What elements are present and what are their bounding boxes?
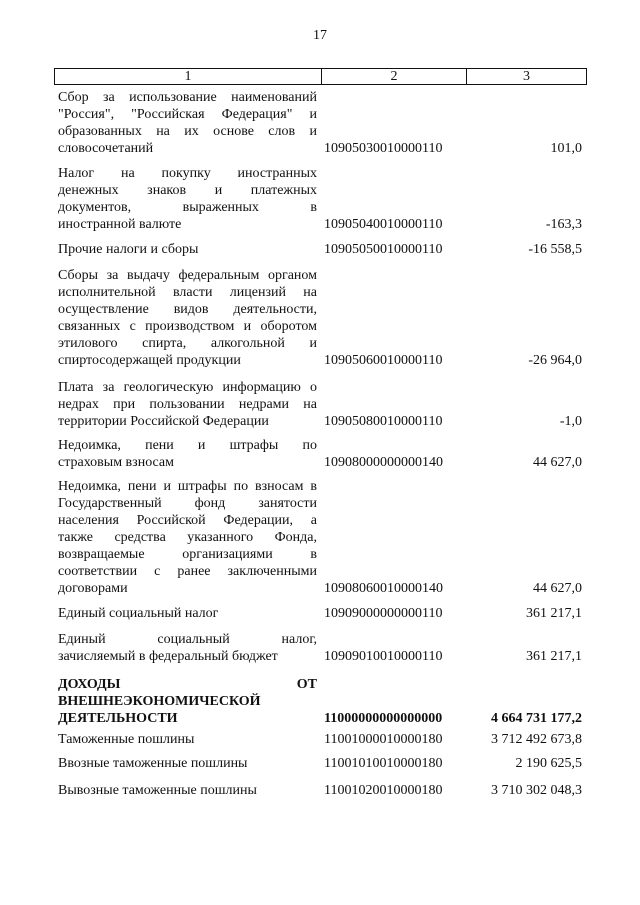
row-name-line: Таможенные пошлины bbox=[58, 732, 195, 747]
column-header-1: 1 bbox=[55, 69, 322, 84]
row-name-line: Налог на покупку иностранных bbox=[58, 166, 317, 181]
row-name bbox=[58, 437, 317, 471]
row-code: 11000000000000000 bbox=[324, 711, 443, 726]
row-code: 11001020010000180 bbox=[324, 783, 443, 798]
row-name-line: этилового спирта, алкогольной и bbox=[58, 336, 317, 351]
row-name-line: территории Российской Федерации bbox=[58, 414, 269, 429]
row-name-line: денежных знаков и платежных bbox=[58, 183, 317, 198]
row-name-line: возвращаемые организациями в bbox=[58, 547, 317, 562]
row-name bbox=[58, 478, 317, 597]
row-code: 10905050010000110 bbox=[324, 242, 443, 257]
row-amount: 4 664 731 177,2 bbox=[491, 711, 582, 726]
row-name-line: Сбор за использование наименований bbox=[58, 90, 317, 105]
row-name-line: Недоимка, пени и штрафы по bbox=[58, 438, 317, 453]
row-code: 10905030010000110 bbox=[324, 141, 443, 156]
row-name bbox=[58, 267, 317, 369]
row-name-line: Государственный фонд занятости bbox=[58, 496, 317, 511]
row-code: 11001010010000180 bbox=[324, 756, 443, 771]
row-name-line: ДОХОДЫ ОТ bbox=[58, 677, 317, 692]
page-number: 17 bbox=[313, 28, 327, 43]
row-name-line: ВНЕШНЕЭКОНОМИЧЕСКОЙ bbox=[58, 694, 261, 709]
row-name-line: иностранной валюте bbox=[58, 217, 182, 232]
row-code: 10905060010000110 bbox=[324, 353, 443, 368]
row-name-line: договорами bbox=[58, 581, 128, 596]
row-name-line: документов, выраженных в bbox=[58, 200, 317, 215]
row-code: 10905040010000110 bbox=[324, 217, 443, 232]
row-amount: 361 217,1 bbox=[526, 649, 582, 664]
row-name-line: связанных с производством и оборотом bbox=[58, 319, 317, 334]
row-code: 10909000000000110 bbox=[324, 606, 443, 621]
row-amount: 2 190 625,5 bbox=[515, 756, 582, 771]
row-amount: -163,3 bbox=[545, 217, 582, 232]
row-name bbox=[58, 165, 317, 233]
row-amount: -26 964,0 bbox=[528, 353, 582, 368]
row-name bbox=[58, 676, 317, 727]
row-name-line: соответствии с ранее заключенными bbox=[58, 564, 317, 579]
row-name-line: исполнительной власти лицензий на bbox=[58, 285, 317, 300]
row-code: 10905080010000110 bbox=[324, 414, 443, 429]
row-name-line: осуществление видов деятельности, bbox=[58, 302, 317, 317]
row-name-line: "Россия", "Российская Федерация" и bbox=[58, 107, 317, 122]
row-amount: 3 712 492 673,8 bbox=[491, 732, 582, 747]
row-name bbox=[58, 631, 317, 665]
row-amount: -16 558,5 bbox=[528, 242, 582, 257]
row-code: 10909010010000110 bbox=[324, 649, 443, 664]
row-name bbox=[58, 379, 317, 430]
row-code: 10908000000000140 bbox=[324, 455, 443, 470]
row-name bbox=[58, 605, 317, 622]
row-name-line: образованных на их основе слов и bbox=[58, 124, 317, 139]
row-name-line: Единый социальный налог, bbox=[58, 632, 317, 647]
row-name-line: недрах при пользовании недрами на bbox=[58, 397, 317, 412]
row-name-line: Ввозные таможенные пошлины bbox=[58, 756, 248, 771]
row-name bbox=[58, 755, 317, 772]
row-name-line: Плата за геологическую информацию о bbox=[58, 380, 317, 395]
row-amount: -1,0 bbox=[559, 414, 582, 429]
row-name bbox=[58, 782, 317, 799]
row-name-line: зачисляемый в федеральный бюджет bbox=[58, 649, 278, 664]
row-name-line: Единый социальный налог bbox=[58, 606, 219, 621]
row-amount: 44 627,0 bbox=[533, 455, 582, 470]
row-amount: 101,0 bbox=[550, 141, 582, 156]
row-name-line: словосочетаний bbox=[58, 141, 154, 156]
row-name-line: населения Российской Федерации, а bbox=[58, 513, 317, 528]
row-code: 10908060010000140 bbox=[324, 581, 443, 596]
row-name-line: страховым взносам bbox=[58, 455, 174, 470]
column-header-3: 3 bbox=[523, 69, 530, 84]
row-name-line: спиртосодержащей продукции bbox=[58, 353, 241, 368]
row-amount: 361 217,1 bbox=[526, 606, 582, 621]
row-name-line: ДЕЯТЕЛЬНОСТИ bbox=[58, 711, 178, 726]
row-name-line: также средства указанного Фонда, bbox=[58, 530, 317, 545]
row-name-line: Вывозные таможенные пошлины bbox=[58, 783, 257, 798]
row-name-line: Недоимка, пени и штрафы по взносам в bbox=[58, 479, 317, 494]
row-amount: 44 627,0 bbox=[533, 581, 582, 596]
row-name-line: Сборы за выдачу федеральным органом bbox=[58, 268, 317, 283]
row-name bbox=[58, 241, 317, 258]
row-name bbox=[58, 731, 317, 748]
row-code: 11001000010000180 bbox=[324, 732, 443, 747]
column-header-2: 2 bbox=[322, 69, 467, 84]
row-name bbox=[58, 89, 317, 157]
row-name-line: Прочие налоги и сборы bbox=[58, 242, 199, 257]
table-header bbox=[54, 68, 587, 85]
row-amount: 3 710 302 048,3 bbox=[491, 783, 582, 798]
